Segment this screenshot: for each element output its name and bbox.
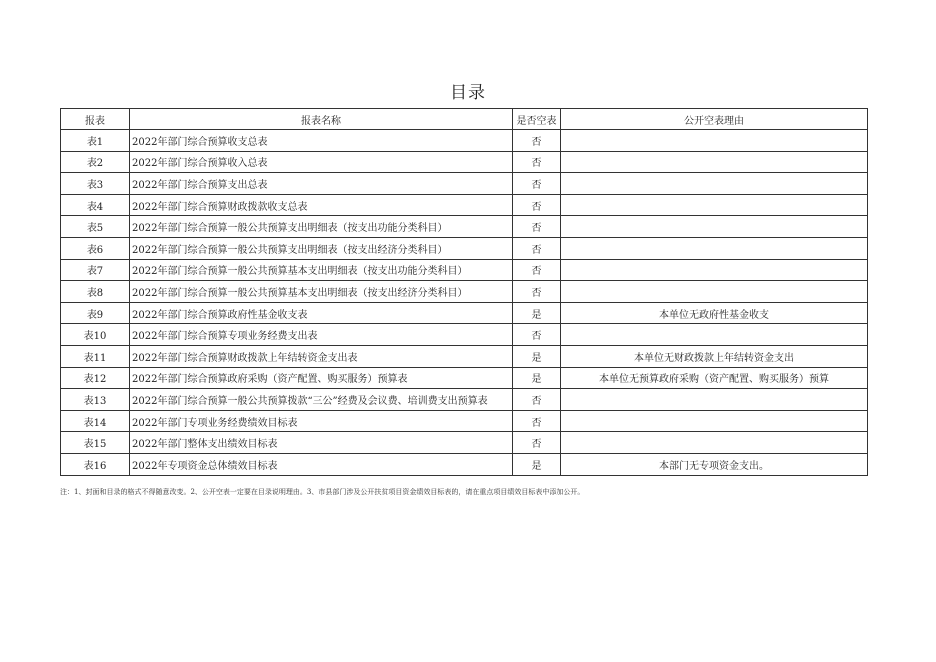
empty-reason-cell [561,432,868,454]
footnote: 注：1、封面和目录的格式不得随意改变。2、公开空表一定要在目录说明理由。3、市县部门涉及公开扶贫项目资金绩效目标表的，请在重点项目绩效目标表中添加公开。 [60,488,585,496]
report-name-cell: 2022年部门综合预算政府性基金收支表 [130,302,513,324]
table-row [61,345,868,367]
report-number-cell: 表10 [61,324,130,346]
table-header-row [61,109,868,130]
report-name-cell: 2022年部门整体支出绩效目标表 [130,432,513,454]
table-row [61,453,868,475]
is-empty-cell: 否 [513,173,561,195]
report-number-cell: 表12 [61,367,130,389]
report-name-cell: 2022年部门综合预算一般公共预算支出明细表（按支出功能分类科目） [130,216,513,238]
table-row [61,281,868,303]
table-row [61,410,868,432]
table-row [61,237,868,259]
table-row [61,259,868,281]
report-number-cell: 表3 [61,173,130,195]
is-empty-cell: 否 [513,410,561,432]
report-number-cell: 表1 [61,130,130,152]
table-row [61,302,868,324]
report-number-cell: 表11 [61,345,130,367]
report-number-cell: 表13 [61,389,130,411]
is-empty-cell: 否 [513,389,561,411]
report-name-cell: 2022年部门综合预算财政拨款上年结转资金支出表 [130,345,513,367]
report-name-cell: 2022年部门综合预算一般公共预算支出明细表（按支出经济分类科目） [130,237,513,259]
empty-reason-cell: 本单位无预算政府采购（资产配置、购买服务）预算 [561,367,868,389]
report-name-cell: 2022年部门综合预算财政拨款收支总表 [130,194,513,216]
empty-reason-cell [561,237,868,259]
is-empty-cell: 否 [513,130,561,152]
empty-reason-cell: 本单位无财政拨款上年结转资金支出 [561,345,868,367]
is-empty-cell: 否 [513,281,561,303]
report-number-cell: 表2 [61,151,130,173]
table-row [61,367,868,389]
empty-reason-cell: 本单位无政府性基金收支 [561,302,868,324]
table-row [61,432,868,454]
is-empty-cell: 是 [513,302,561,324]
table-row [61,194,868,216]
header-is-empty: 是否空表 [513,109,561,130]
header-report-no: 报表 [61,109,130,130]
header-report-name: 报表名称 [130,109,513,130]
report-name-cell: 2022年部门综合预算一般公共预算基本支出明细表（按支出功能分类科目） [130,259,513,281]
report-name-cell: 2022年专项资金总体绩效目标表 [130,453,513,475]
report-name-cell: 2022年部门综合预算收支总表 [130,130,513,152]
empty-reason-cell [561,151,868,173]
empty-reason-cell [561,130,868,152]
report-number-cell: 表5 [61,216,130,238]
empty-reason-cell [561,410,868,432]
report-number-cell: 表6 [61,237,130,259]
report-number-cell: 表15 [61,432,130,454]
empty-reason-cell [561,173,868,195]
is-empty-cell: 否 [513,237,561,259]
is-empty-cell: 否 [513,194,561,216]
report-name-cell: 2022年部门综合预算政府采购（资产配置、购买服务）预算表 [130,367,513,389]
table-row [61,151,868,173]
report-number-cell: 表7 [61,259,130,281]
empty-reason-cell [561,259,868,281]
is-empty-cell: 否 [513,216,561,238]
is-empty-cell: 否 [513,324,561,346]
report-name-cell: 2022年部门综合预算收入总表 [130,151,513,173]
header-empty-reason: 公开空表理由 [561,109,868,130]
report-number-cell: 表4 [61,194,130,216]
empty-reason-cell [561,216,868,238]
table-row [61,389,868,411]
table-row [61,173,868,195]
is-empty-cell: 否 [513,151,561,173]
report-number-cell: 表14 [61,410,130,432]
is-empty-cell: 是 [513,453,561,475]
page-title: 目录 [450,83,486,103]
table-row [61,324,868,346]
empty-reason-cell [561,281,868,303]
empty-reason-cell [561,324,868,346]
is-empty-cell: 是 [513,367,561,389]
report-name-cell: 2022年部门专项业务经费绩效目标表 [130,410,513,432]
is-empty-cell: 否 [513,259,561,281]
table-row [61,130,868,152]
report-name-cell: 2022年部门综合预算一般公共预算拨款“三公”经费及会议费、培训费支出预算表 [130,389,513,411]
is-empty-cell: 是 [513,345,561,367]
report-number-cell: 表9 [61,302,130,324]
empty-reason-cell: 本部门无专项资金支出。 [561,453,868,475]
report-number-cell: 表16 [61,453,130,475]
report-name-cell: 2022年部门综合预算一般公共预算基本支出明细表（按支出经济分类科目） [130,281,513,303]
report-name-cell: 2022年部门综合预算支出总表 [130,173,513,195]
report-number-cell: 表8 [61,281,130,303]
empty-reason-cell [561,194,868,216]
is-empty-cell: 否 [513,432,561,454]
empty-reason-cell [561,389,868,411]
catalog-table [60,108,868,476]
report-name-cell: 2022年部门综合预算专项业务经费支出表 [130,324,513,346]
table-row [61,216,868,238]
